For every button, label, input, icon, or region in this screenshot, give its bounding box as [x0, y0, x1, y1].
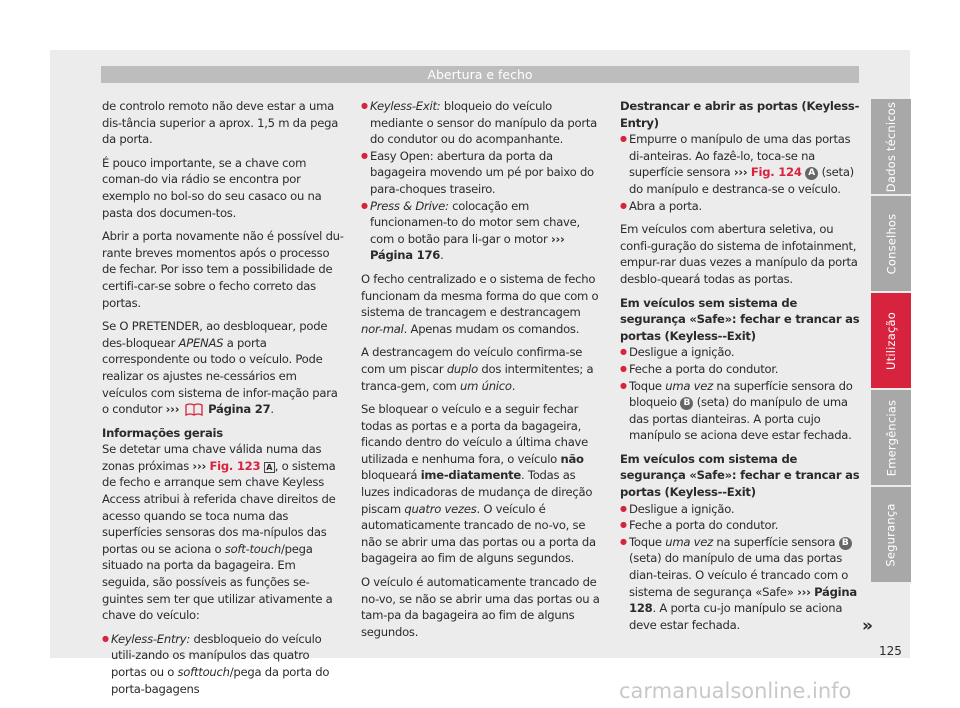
bullet-item: [361, 198, 603, 264]
paragraph: [102, 441, 344, 624]
tab-dados-tecnicos[interactable]: [871, 99, 911, 196]
bullet-item: [620, 378, 860, 444]
reference-arrow: ›››: [192, 458, 207, 473]
tab-label: Conselhos: [884, 213, 899, 274]
text: .: [270, 402, 274, 417]
subheading: Em veículos com sistema de segurança «Safe»: fechar e trancar as portas (Keyless--Exit): [620, 451, 860, 500]
text: , o sistema de fecho e arranque sem chave Keyless Access atribui à referida chave direitos de acesso quando se toca numa das superfícies sensoras dos ma-nípulos das portas ou se aciona o: [102, 458, 336, 556]
emphasis: Keyless-Entry:: [111, 631, 191, 646]
callout-letter-a: A: [805, 167, 818, 180]
text: Toque: [629, 378, 666, 393]
page-link[interactable]: Página 176: [370, 248, 441, 263]
text: Se bloquear o veículo e a seguir fechar todas as portas e a porta da bagageira, ficando dentro do veículo a última chave utilizada e nenhuma fora, o veículo: [361, 402, 589, 466]
reference-arrow: ›››: [797, 584, 811, 599]
column-1: [102, 98, 344, 697]
subheading: Em veículos sem sistema de segurança «Safe»: fechar e trancar as portas (Keyless--Exit): [620, 295, 860, 343]
emphasis: quatro vezes: [404, 501, 477, 516]
continue-marker: »: [862, 616, 873, 636]
paragraph: [361, 401, 603, 567]
text: /pega da porta do porta-bagagens: [111, 665, 330, 696]
paragraph: de controlo remoto não deve estar a uma dis-tância superior a aprox. 1,5 m da pega da porta.: [102, 99, 339, 147]
text: Se detetar uma chave válida numa das zonas próximas: [102, 442, 322, 473]
emphasis: duplo: [446, 361, 478, 376]
emphasis: Keyless-Exit:: [370, 99, 441, 113]
figure-link[interactable]: Fig. 123: [209, 458, 261, 473]
emphasis: softtouch: [177, 665, 230, 679]
text: a porta correspondente ou todo o veículo. Pode realizar os ajustes ne-cessários em veículos com sistema de infor-mação para o condutor: [102, 335, 338, 417]
emphasis: nor-mal: [361, 321, 404, 336]
text: Empurre o manípulo de uma das portas di-anteiras. Ao fazê-lo, toca-se na superfície sensora: [629, 132, 851, 180]
text: . A porta cu-jo manípulo se aciona deve estar fechada.: [629, 601, 843, 632]
reference-arrow: ›››: [550, 231, 565, 246]
bullet-item: ● Easy Open: abertura da porta da bagageira movendo um pé por baixo do para-choques traseiro.: [361, 148, 603, 198]
emphasis: um único: [460, 378, 512, 393]
subheading: Destrancar e abrir as portas (Keyless-Entry): [620, 99, 860, 130]
paragraph: [361, 271, 603, 337]
tab-seguranca[interactable]: [871, 487, 911, 584]
text: desbloqueio do veículo utili-zando os manípulos das quatro portas ou o: [111, 631, 322, 679]
emphasis: soft-touch: [224, 541, 281, 556]
figure-letter-marker: A: [264, 462, 275, 473]
text: .: [440, 248, 444, 263]
tab-label: Segurança: [884, 502, 899, 567]
bullet-item: ● Feche a porta do condutor.: [620, 517, 860, 534]
emphasis: Press & Drive:: [370, 198, 449, 213]
paragraph: [102, 318, 344, 418]
bullet-item: [102, 631, 344, 697]
callout-letter-b: B: [680, 397, 693, 410]
bold-text: ime-diatamente: [420, 468, 521, 483]
subheading: Informações gerais: [102, 425, 223, 440]
paragraph: [361, 344, 603, 394]
text: Se O PRETENDER, ao desbloquear, pode des-bloquear: [102, 319, 328, 350]
tab-label: Utilização: [884, 311, 899, 370]
bullet-item: ● Desligue a ignição.: [620, 344, 860, 361]
page-link[interactable]: Página 27: [208, 402, 271, 417]
reference-arrow: ›››: [165, 402, 180, 417]
book-icon: [185, 403, 203, 416]
text: /pega situado na porta da bagageira. Em seguida, são possíveis as funções se-guintes sem ter que utilizar ativamente a chave do veículo:: [102, 541, 333, 623]
emphasis: uma vez: [665, 378, 713, 393]
section-header: Abertura e fecho: [101, 66, 859, 83]
chapter-tabs: [871, 99, 911, 584]
tab-conselhos[interactable]: [871, 196, 911, 293]
text: bloqueará: [361, 468, 421, 483]
text: bloqueio do veículo mediante o sensor do manípulo da porta do condutor ou do acompanhante.: [370, 99, 598, 147]
paragraph: O veículo é automaticamente trancado de no-vo, se não se abrir uma das portas ou a tam-pa da bagageira ao fim de alguns segundos.: [361, 575, 600, 639]
callout-letter-b: B: [839, 537, 852, 550]
text: colocação em funcionamen-to do motor sem chave, com o botão para li-gar o motor: [370, 198, 580, 246]
text: dos intermitentes; a tranca-gem, com: [361, 361, 594, 393]
tab-emergencias[interactable]: [871, 390, 911, 487]
bullet-item: [620, 534, 860, 634]
bold-text: não: [560, 451, 584, 466]
bullet-item: [620, 131, 860, 197]
figure-link[interactable]: Fig. 124: [750, 165, 802, 180]
paragraph: Em veículos com abertura seletiva, ou confi-guração do sistema de infotainment, empur-rar duas vezes a manípulo da porta desblo-queará todas as portas.: [620, 222, 858, 286]
tab-label: Emergências: [884, 399, 898, 476]
tab-utilizacao[interactable]: [871, 293, 911, 390]
text: (seta) do manípulo de uma das portas dianteiras. A porta cujo manípulo se aciona deve estar fechada.: [629, 395, 852, 443]
column-3: [620, 98, 860, 633]
paragraph: Abrir a porta novamente não é possível du-rante breves momentos após o processo de fechar. Por isso tem a possibilidade de certifi-car-se sobre o fecho correto das portas.: [102, 229, 344, 310]
text: .: [511, 378, 516, 393]
tab-label: Dados técnicos: [884, 101, 898, 192]
text: (seta) do manípulo de uma das portas dian-teiras. O veículo é trancado com o sistema de segurança «Safe»: [629, 551, 849, 599]
text: (seta) do manípulo e destranca-se o veículo.: [629, 165, 854, 196]
bullet-item: ● Desligue a ignição.: [620, 501, 860, 518]
page-number: 125: [879, 644, 902, 658]
bullet-item: ● Abra a porta.: [620, 198, 860, 215]
text: na superfície sensora: [713, 534, 839, 549]
text: . Todas as luzes indicadoras de mudança de direção piscam: [361, 468, 593, 516]
page-link[interactable]: Página 128: [629, 584, 857, 616]
emphasis: APENAS: [178, 335, 224, 350]
emphasis: uma vez: [665, 534, 713, 549]
text: A destrancagem do veículo confirma-se com um piscar: [361, 345, 583, 376]
bullet-item: ● Feche a porta do condutor.: [620, 361, 860, 378]
text: Toque: [629, 534, 666, 549]
text: O fecho centralizado e o sistema de fecho funcionam da mesma forma do que com o sistema de trancagem e destrancagem: [361, 271, 599, 320]
bullet-item: [361, 98, 603, 148]
text: na superfície sensora do bloqueio: [629, 378, 853, 410]
watermark: carmanualsonline.info: [619, 679, 852, 703]
paragraph: É pouco importante, se a chave com coman-do via rádio se encontra por exemplo no bol-so do seu casaco ou na pasta dos documen-tos.: [102, 155, 322, 220]
column-2: [361, 98, 603, 647]
reference-arrow: ›››: [733, 165, 748, 180]
text: . Apenas mudam os comandos.: [403, 321, 580, 336]
text: . O veículo é automaticamente trancado de no-vo, se não se abrir uma das portas ou a porta da bagageira ao fim de alguns segundos.: [361, 501, 596, 566]
